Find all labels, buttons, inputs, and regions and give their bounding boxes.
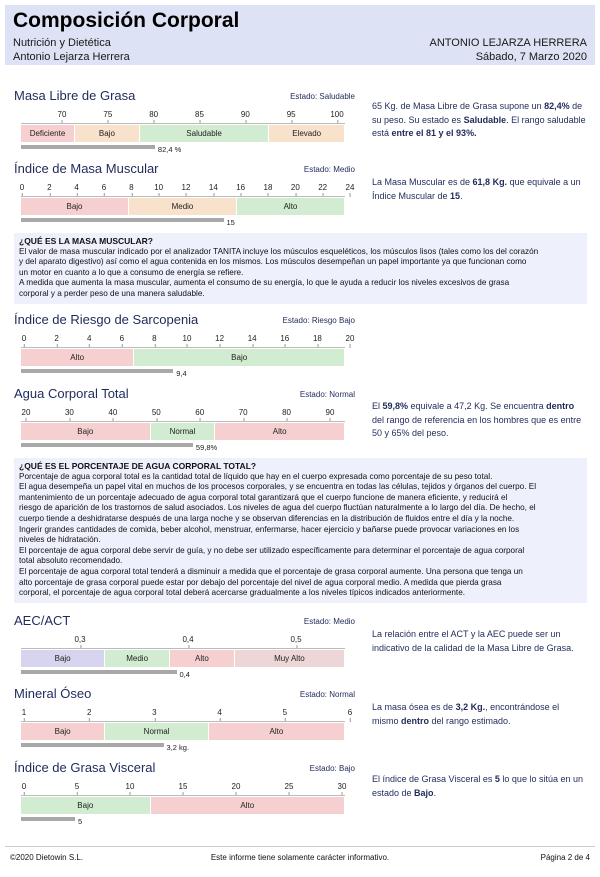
axis-tick-label: 70	[239, 408, 248, 417]
info-box-title: ¿QUÉ ES LA MASA MUSCULAR?	[19, 236, 153, 246]
status-label-oseo: Estado: Normal	[299, 690, 355, 699]
axis-tick-label: 20	[346, 334, 355, 343]
side-text-part: La relación entre el ACT y la AEC puede ser un indicativo de la calidad de la Masa Libre de Grasa.	[372, 629, 574, 653]
axis-line	[21, 196, 345, 197]
value-indicator-imm	[21, 218, 224, 222]
range-segment: Alto	[170, 650, 235, 667]
side-text-part: 59,8%	[382, 401, 409, 411]
side-text-part: 3,2 Kg.	[455, 702, 486, 712]
side-text-part: El	[372, 401, 383, 411]
side-text-part: dentro	[546, 401, 575, 411]
side-description-imm	[372, 176, 587, 203]
axis-tick-label: 0	[20, 183, 24, 192]
axis-tick-label: 5	[283, 708, 287, 717]
axis-tick-mark	[350, 193, 351, 197]
info-box-line: corporal y a perder peso de una manera saludable.	[19, 288, 205, 298]
report-title: Composición Corporal	[13, 9, 240, 32]
value-indicator-agua	[21, 443, 193, 447]
axis-tick-label: 8	[129, 183, 133, 192]
side-description-oseo	[372, 701, 587, 728]
info-box-body	[19, 247, 582, 300]
axis-tick-label: 4	[74, 183, 78, 192]
range-bar-agua	[21, 423, 345, 440]
side-text-part: equivale a 47,2 Kg. Se encuentra	[408, 401, 547, 411]
side-text-part: dentro	[401, 715, 429, 726]
range-segment: Bajo	[21, 198, 129, 215]
axis-tick-label: 2	[87, 708, 91, 717]
value-label-imm: 15	[226, 218, 235, 227]
axis-tick-label: 12	[215, 334, 224, 343]
axis-tick-mark	[350, 344, 351, 348]
side-text-part: 61,8 Kg.	[472, 177, 508, 187]
value-indicator-visceral	[21, 817, 75, 821]
range-segment: Bajo	[21, 797, 151, 814]
axis-tick-label: 4	[87, 334, 91, 343]
axis-tick-label: 12	[182, 183, 191, 192]
axis-tick-label: 75	[103, 110, 112, 119]
axis-tick-label: 30	[338, 782, 347, 791]
axis-tick-label: 18	[313, 334, 322, 343]
info-box-body	[19, 472, 582, 599]
axis-tick-label: 1	[22, 708, 26, 717]
side-text-part: del rango de referencia en los hombres que es entre 50 y 65% del peso.	[372, 414, 582, 438]
info-box-line: A medida que aumenta la masa muscular, aumenta el consumo de su energía, lo que le ayuda a reducir los niveles excesivos de grasa	[19, 278, 510, 288]
axis-tick-label: 100	[330, 110, 343, 119]
professional-name: Antonio Lejarza Herrera	[13, 51, 130, 63]
section-title-visceral: Índice de Grasa Visceral	[14, 760, 156, 775]
info-box-line: alto porcentaje de grasa corporal puede estar por debajo del porcentaje del nivel de agua corporal medio. A medida que pierda grasa	[19, 577, 502, 587]
status-label-imm: Estado: Medio	[303, 165, 355, 174]
side-text-part: . El rango saludable está	[372, 114, 586, 138]
axis-tick-label: 10	[126, 782, 135, 791]
info-box-line: cuerpo tiende a deshidratarse después de una larga noche y se observan diferencias en la distribución de fluidos entre el día y la noche.	[19, 513, 515, 523]
info-box-line: El valor de masa muscular indicado por el analizador TANITA incluye los músculos esqueléticos, los músculos lisos (tales como los del corazón	[19, 246, 539, 256]
side-text-part: que equivale a un Índice Muscular de	[372, 177, 581, 201]
side-text-part: 5	[494, 774, 500, 784]
footer-divider	[5, 846, 595, 847]
info-box-title: ¿QUÉ ES EL PORCENTAJE DE AGUA CORPORAL TOTAL?	[19, 461, 257, 471]
axis-tick-label: 16	[236, 183, 245, 192]
axis-tick-label: 6	[348, 708, 352, 717]
range-segment: Alto	[151, 797, 345, 814]
range-segment: Bajo	[21, 723, 105, 740]
range-bar-oseo	[21, 723, 345, 740]
axis-tick-label: 10	[154, 183, 163, 192]
info-box-line: riesgo de aparición de los trastornos de salud asociados. Los niveles de agua del cuerpo fluctúan naturalmente a lo largo del día. De hecho, el	[19, 503, 536, 513]
value-label-sarc: 9,4	[176, 369, 187, 378]
axis-line	[21, 721, 345, 722]
axis-tick-mark	[350, 718, 351, 722]
axis-tick-label: 6	[120, 334, 124, 343]
range-segment: Saludable	[140, 125, 270, 142]
axis-tick-label: 20	[291, 183, 300, 192]
info-box-line: y del aparato digestivo) así como el agua contenida en los mismos. Los músculos desempeñan un papel importante ya que funcionan como	[19, 257, 527, 267]
axis-tick-label: 10	[183, 334, 192, 343]
range-segment: Alto	[21, 349, 134, 366]
info-box-line: Porcentaje de agua corporal total es la cantidad total de líquido que hay en el cuerpo expresada como porcentaje de su peso total.	[19, 471, 493, 481]
axis-tick-label: 25	[285, 782, 294, 791]
range-bar-imm	[21, 198, 345, 215]
range-segment: Alto	[209, 723, 345, 740]
section-title-imm: Índice de Masa Muscular	[14, 161, 159, 176]
range-segment: Alto	[215, 423, 345, 440]
status-label-agua: Estado: Normal	[299, 390, 355, 399]
status-label-visceral: Estado: Bajo	[309, 764, 355, 773]
axis-line	[21, 648, 345, 649]
axis-tick-label: 2	[47, 183, 51, 192]
axis-line	[21, 347, 345, 348]
side-description-aec	[372, 628, 587, 655]
value-indicator-sarc	[21, 369, 173, 373]
range-bar-visceral	[21, 797, 345, 814]
footer-page-number: Página 2 de 4	[540, 853, 590, 862]
info-box-line: El porcentaje de agua corporal total tenderá a disminuir a medida que el porcentaje de grasa corporal aumente. Una persona que tenga un	[19, 566, 523, 576]
side-text-part: 15	[450, 190, 461, 201]
value-label-mlg: 82,4 %	[157, 145, 182, 154]
axis-tick-label: 40	[108, 408, 117, 417]
status-label-mlg: Estado: Saludable	[290, 92, 355, 101]
axis-line	[21, 123, 345, 124]
value-label-oseo: 3,2 kg.	[166, 743, 190, 752]
axis-tick-label: 80	[282, 408, 291, 417]
axis-tick-label: 15	[179, 782, 188, 791]
side-text-part: Bajo	[414, 787, 434, 798]
section-title-oseo: Mineral Óseo	[14, 686, 92, 701]
info-box-muscle	[14, 233, 587, 304]
axis-tick-label: 85	[195, 110, 204, 119]
axis-tick-label: 30	[65, 408, 74, 417]
axis-tick-label: 2	[54, 334, 58, 343]
range-bar-aec	[21, 650, 345, 667]
status-label-aec: Estado: Medio	[303, 617, 355, 626]
axis-tick-label: 8	[152, 334, 156, 343]
axis-tick-label: 3	[152, 708, 156, 717]
axis-tick-label: 0,4	[182, 635, 193, 644]
side-text-part: de su peso. Su estado es	[372, 101, 583, 125]
side-text-part: .	[433, 787, 437, 798]
info-box-line: total absoluto recomendado.	[19, 556, 123, 566]
info-box-water	[14, 458, 587, 603]
axis-tick-label: 60	[195, 408, 204, 417]
axis-tick-label: 18	[264, 183, 273, 192]
value-indicator-mlg	[21, 145, 155, 149]
footer-disclaimer: Este informe tiene solamente carácter informativo.	[210, 853, 390, 862]
status-label-sarc: Estado: Riesgo Bajo	[282, 316, 355, 325]
side-text-part: 65 Kg. de Masa Libre de Grasa supone un	[372, 101, 545, 111]
info-box-line: Ingerir grandes cantidades de comida, beber alcohol, menstruar, enfermarse, hacer ejercicio y bañarse puede provocar variaciones en los	[19, 524, 520, 534]
side-text-part: .	[460, 190, 463, 201]
value-label-agua: 59,8%	[195, 443, 218, 452]
axis-tick-label: 0	[22, 334, 26, 343]
footer-copyright: ©2020 Dietowin S.L.	[10, 853, 84, 862]
axis-tick-label: 5	[75, 782, 79, 791]
side-description-mlg	[372, 100, 587, 141]
side-text-part: Saludable	[463, 114, 507, 125]
range-segment: Deficiente	[21, 125, 75, 142]
section-title-mlg: Masa Libre de Grasa	[14, 88, 136, 103]
axis-tick-label: 70	[58, 110, 67, 119]
range-segment: Medio	[105, 650, 170, 667]
side-text-part: del rango estimado.	[429, 715, 511, 726]
range-segment: Bajo	[21, 650, 105, 667]
report-header	[5, 5, 595, 65]
range-segment: Normal	[105, 723, 209, 740]
axis-tick-label: 50	[152, 408, 161, 417]
value-label-visceral: 5	[78, 817, 83, 826]
info-box-line: un motor en cuanto a lo que a consumo de energía se refiere.	[19, 267, 244, 277]
axis-tick-label: 6	[102, 183, 106, 192]
info-box-line: mantenimiento de un porcentaje adecuado de agua corporal total garantizará que el cuerpo funcione de manera eficiente, y reducirá el	[19, 492, 508, 502]
range-segment: Muy Alto	[235, 650, 345, 667]
info-box-line: niveles de hidratación.	[19, 535, 101, 545]
axis-tick-label: 20	[22, 408, 31, 417]
section-title-sarc: Índice de Riesgo de Sarcopenia	[14, 312, 199, 327]
range-segment: Alto	[237, 198, 345, 215]
range-segment: Bajo	[134, 349, 345, 366]
side-description-agua	[372, 400, 587, 441]
side-text-part: El índice de Grasa Visceral es	[372, 774, 495, 784]
axis-tick-label: 90	[326, 408, 335, 417]
side-text-part: La masa ósea es de	[372, 702, 456, 712]
section-title-aec: AEC/ACT	[14, 613, 71, 628]
range-bar-mlg	[21, 125, 345, 142]
axis-line	[21, 421, 345, 422]
report-date: Sábado, 7 Marzo 2020	[475, 51, 587, 63]
side-description-visceral	[372, 773, 587, 800]
range-segment: Bajo	[21, 423, 151, 440]
range-segment: Bajo	[75, 125, 140, 142]
axis-tick-label: 20	[232, 782, 241, 791]
axis-tick-label: 90	[241, 110, 250, 119]
axis-tick-label: 0	[22, 782, 26, 791]
info-box-line: corporal, el porcentaje de agua corporal total deberá acercarse gradualmente a los niveles típicos indicados anteriormente.	[19, 588, 466, 598]
axis-tick-label: 0,3	[74, 635, 85, 644]
info-box-line: El agua desempeña un papel vital en muchos de los procesos corporales, y se encuentra en todas las células, tejidos y órganos del cuerpo. El	[19, 482, 537, 492]
side-text-part: , encontrándose el mismo	[372, 702, 560, 726]
axis-tick-label: 95	[287, 110, 296, 119]
axis-tick-label: 24	[346, 183, 355, 192]
axis-tick-label: 14	[209, 183, 218, 192]
value-label-aec: 0,4	[179, 670, 190, 679]
report-subtitle: Nutrición y Dietética	[13, 37, 111, 49]
range-segment: Normal	[151, 423, 216, 440]
axis-tick-label: 22	[318, 183, 327, 192]
value-indicator-aec	[21, 670, 177, 674]
side-text-part: La Masa Muscular es de	[372, 177, 473, 187]
side-text-part: lo que lo sitúa en un estado de	[372, 774, 583, 798]
axis-line	[21, 795, 345, 796]
axis-tick-label: 80	[149, 110, 158, 119]
axis-tick-label: 16	[280, 334, 289, 343]
side-text-part: 82,4%	[544, 101, 570, 111]
info-box-line: El porcentaje de agua corporal debe servir de guía, y no debe ser utilizado específicamente para determinar el porcentaje de agua corporal	[19, 545, 525, 555]
range-segment: Elevado	[269, 125, 345, 142]
range-bar-sarc	[21, 349, 345, 366]
axis-tick-label: 14	[248, 334, 257, 343]
axis-tick-label: 0,5	[290, 635, 301, 644]
value-indicator-oseo	[21, 743, 164, 747]
range-segment: Medio	[129, 198, 237, 215]
axis-tick-label: 4	[217, 708, 221, 717]
section-title-agua: Agua Corporal Total	[14, 386, 129, 401]
side-text-part: entre el 81 y el 93%.	[391, 128, 477, 138]
patient-name: ANTONIO LEJARZA HERRERA	[429, 37, 587, 49]
